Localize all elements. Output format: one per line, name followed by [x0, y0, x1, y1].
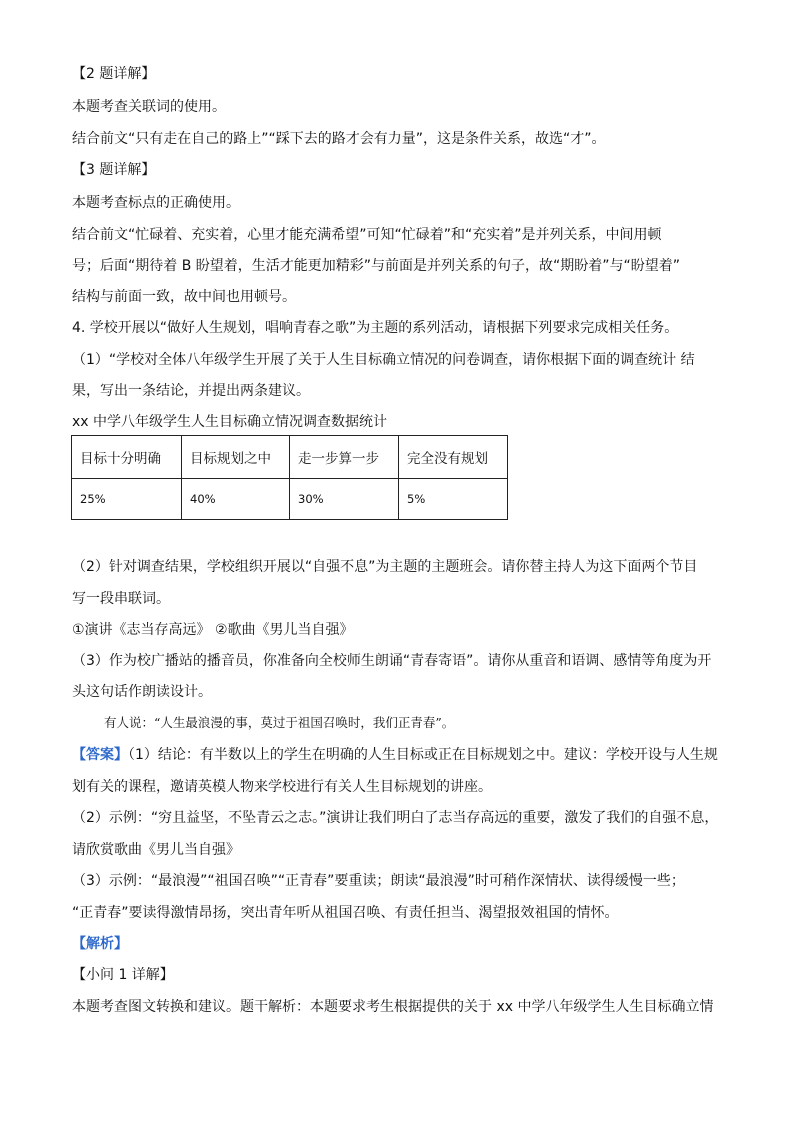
survey-table — [71, 435, 508, 520]
table-value-cell: 5% — [399, 479, 508, 520]
answer-2-line-1: （2）示例：“穷且益坚，不坠青云之志。”演讲让我们明白了志当存高远的重要，激发了我们的自强不息， — [72, 810, 719, 826]
q3-line-1: 本题考查标点的正确使用。 — [72, 195, 240, 211]
table-header-cell: 目标规划之中 — [182, 436, 290, 479]
q4-part2-line-1: （2）针对调查结果，学校组织开展以“自强不息”为主题的主题班会。请你替主持人为这下面两个节目 — [72, 559, 698, 575]
table-title: xx 中学八年级学生人生目标确立情况调查数据统计 — [72, 414, 388, 430]
answer-line-1 — [72, 745, 718, 765]
answer-3-line-1: （3）示例：“最浪漫”“祖国召唤”“正青春”要重读；朗读“最浪漫”时可稍作深情状、读得缓慢一些； — [72, 873, 685, 889]
q4-intro: 4. 学校开展以“做好人生规划，唱响青春之歌”为主题的系列活动，请根据下列要求完成相关任务。 — [72, 320, 679, 336]
answer-1-text: （1）结论：有半数以上的学生在明确的人生目标或正在目标规划之中。建议：学校开设与人生规 — [128, 747, 718, 763]
q3-line-3: 号；后面“期待着 B 盼望着，生活才能更加精彩”与前面是并列关系的句子，故“期盼着”与“盼望着” — [72, 258, 681, 274]
answer-1-line-2: 划有关的课程，邀请英模人物来学校进行有关人生目标规划的讲座。 — [72, 779, 492, 795]
q3-line-2: 结合前文“忙碌着、充实着，心里才能充满希望”可知“忙碌着”和“充实着”是并列关系，中间用顿 — [72, 227, 662, 243]
table-header-cell: 完全没有规划 — [399, 436, 508, 479]
table-value-cell: 30% — [290, 479, 399, 520]
sub1-line-1: 本题考查图文转换和建议。题干解析：本题要求考生根据提供的关于 xx 中学八年级学生人生目标确立情 — [72, 999, 714, 1015]
table-header-row — [72, 436, 508, 479]
answer-label: 【答案】 — [72, 747, 128, 763]
q4-part1-line-1: （1）“学校对全体八年级学生开展了关于人生目标确立情况的问卷调查，请你根据下面的调查统计 结 — [72, 352, 695, 368]
analysis-label: 【解析】 — [72, 936, 128, 952]
quote-line: 有人说：“人生最浪漫的事，莫过于祖国召唤时，我们正青春”。 — [104, 715, 455, 730]
q3-line-4: 结构与前面一致，故中间也用顿号。 — [72, 289, 296, 305]
q4-part3-line-2: 头这句话作朗读设计。 — [72, 684, 212, 700]
table-value-cell: 40% — [182, 479, 290, 520]
table-header-cell: 目标十分明确 — [72, 436, 182, 479]
table-value-cell: 25% — [72, 479, 182, 520]
q4-part2-line-2: 写一段串联词。 — [72, 591, 170, 607]
table-row — [72, 479, 508, 520]
sub1-heading: 【小问 1 详解】 — [72, 967, 174, 983]
q2-heading: 【2 题详解】 — [72, 66, 156, 82]
q4-part3-line-1: （3）作为校广播站的播音员，你准备向全校师生朗诵“青春寄语”。请你从重音和语调、感情等角度为开 — [72, 653, 712, 669]
q3-heading: 【3 题详解】 — [72, 162, 156, 178]
answer-3-line-2: “正青春”要读得激情昂扬，突出青年听从祖国召唤、有责任担当、渴望报效祖国的情怀。 — [72, 905, 619, 921]
q2-line-1: 本题考查关联词的使用。 — [72, 99, 226, 115]
q4-part1-line-2: 果，写出一条结论，并提出两条建议。 — [72, 383, 310, 399]
table-header-cell: 走一步算一步 — [290, 436, 399, 479]
q2-line-2: 结合前文“只有走在自己的路上”“踩下去的路才会有力量”，这是条件关系，故选“才”。 — [72, 131, 606, 147]
answer-2-line-2: 请欣赏歌曲《男儿当自强》 — [72, 842, 240, 858]
q4-part2-line-3: ①演讲《志当存高远》 ②歌曲《男儿当自强》 — [72, 622, 354, 638]
